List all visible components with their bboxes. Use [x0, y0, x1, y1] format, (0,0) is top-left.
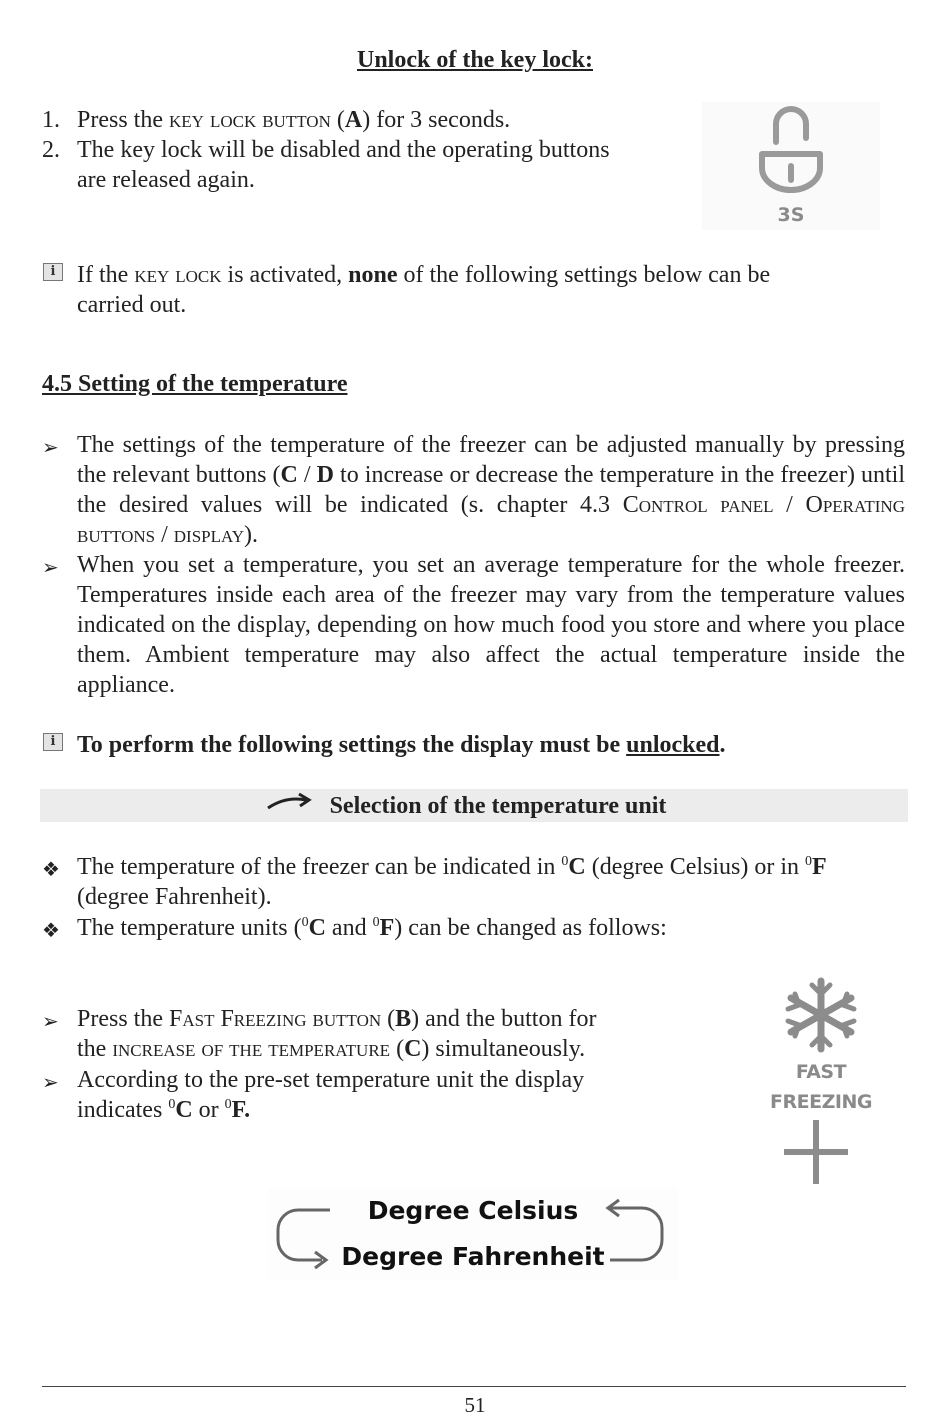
step-2-line-1: The key lock will be disabled and the operating buttons: [77, 137, 610, 163]
plus-icon: [782, 1118, 850, 1186]
fast-freezing-illustration: [742, 975, 900, 1113]
arrow-bullet-icon: ➢: [42, 1070, 59, 1094]
press-buttons-step-line-2: the increase of the temperature (C) simultaneously.: [77, 1036, 586, 1062]
diamond-bullet-icon: ❖: [42, 918, 60, 942]
page-number: 51: [464, 1393, 486, 1417]
display-indicates-step-line-2: indicates $^0$C or $^0$F.: [77, 1097, 251, 1123]
step-1-text: Press the key lock button (A) for 3 seconds.: [77, 107, 511, 133]
lock-icon-label: 3S: [777, 204, 805, 226]
info-icon: i: [43, 733, 63, 751]
average-temperature-paragraph: When you set a temperature, you set an average temperature for the whole freezer. Temperatures inside each area of the freezer may vary from the temperature values indicated on the display, depending on how much food you store and where you place them. Ambient temperature may also affect the actual temperature inside the appliance.: [77, 552, 905, 698]
fahrenheit-label: Degree Fahrenheit: [341, 1242, 605, 1271]
subsection-title: Selection of the temperature unit: [329, 793, 667, 819]
arrow-bullet-icon: ➢: [42, 555, 59, 579]
footer-rule: [42, 1386, 906, 1387]
display-indicates-step: According to the pre-set temperature unit the display: [77, 1067, 585, 1093]
info-icon: i: [43, 263, 63, 281]
step-2-number: 2.: [42, 137, 60, 163]
unlock-required-note: To perform the following settings the display must be unlocked.: [77, 732, 726, 758]
press-buttons-step: Press the Fast Freezing button (B) and the button for: [77, 1006, 597, 1032]
units-bullet-1: The temperature of the freezer can be indicated in $^0$C (degree Celsius) or in $^0$F: [77, 854, 827, 880]
fast-freezing-label: FAST FREEZING: [770, 1061, 872, 1113]
snowflake-icon: [742, 975, 900, 1055]
celsius-label: Degree Celsius: [367, 1196, 579, 1225]
arrow-bullet-icon: ➢: [42, 1009, 59, 1033]
settings-paragraph: The settings of the temperature of the freezer can be adjusted manually by pressing the relevant buttons (C / D to increase or decrease the temperature in the freezer) until the desired values will be indicated (s. chapter 4.3 Control panel / Operating buttons / display).: [77, 432, 906, 548]
units-bullet-2: The temperature units ($^0$C and $^0$F) can be changed as follows:: [77, 915, 667, 941]
temperature-unit-cycle: [268, 1188, 678, 1280]
unlock-title: Unlock of the key lock:: [357, 47, 593, 73]
note-key-lock-line-2: carried out.: [77, 292, 187, 318]
step-1-number: 1.: [42, 107, 60, 133]
note-key-lock: If the key lock is activated, none of the following settings below can be: [77, 262, 771, 288]
units-bullet-1-line-2: (degree Fahrenheit).: [77, 884, 272, 910]
step-2-line-2: are released again.: [77, 167, 255, 193]
section-heading: 4.5 Setting of the temperature: [42, 371, 348, 397]
key-lock-illustration: [702, 102, 880, 230]
arrow-bullet-icon: ➢: [42, 435, 59, 459]
diamond-bullet-icon: ❖: [42, 857, 60, 881]
